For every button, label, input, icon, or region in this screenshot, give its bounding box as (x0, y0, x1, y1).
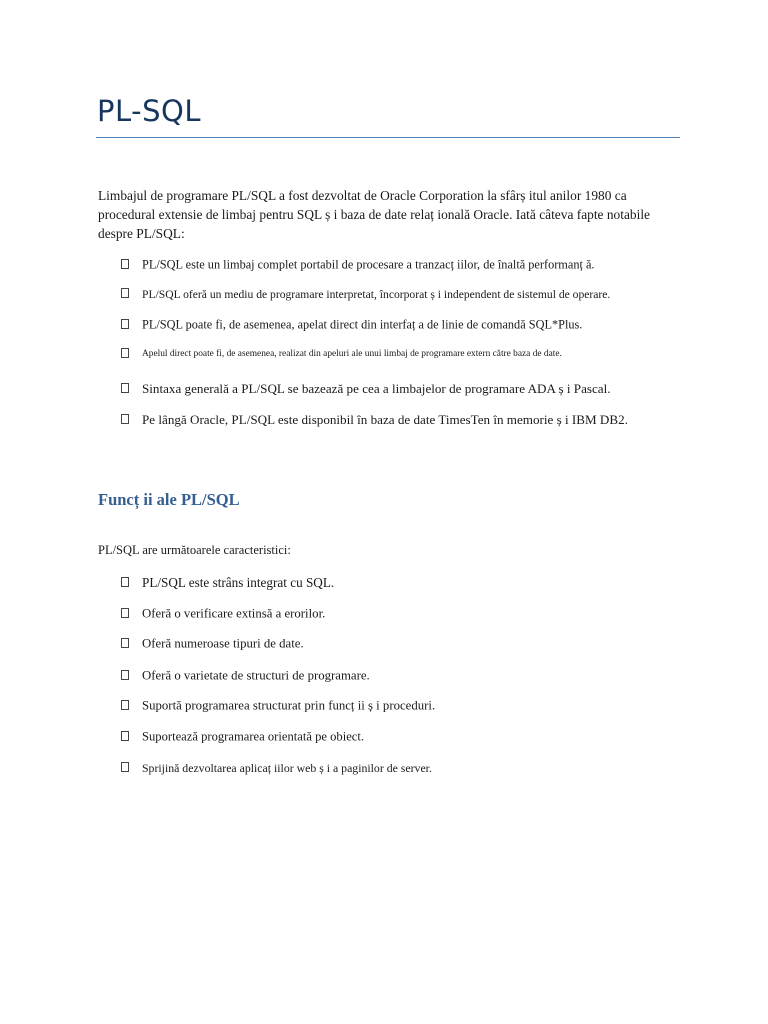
list-item-text: PL/SQL poate fi, de asemenea, apelat direct din interfaț a de linie de comandă SQL*Plus. (142, 317, 583, 332)
list-item-text: Oferă o verificare extinsă a erorilor. (142, 606, 326, 621)
list-item-text: Suportează programarea orientată pe obiect. (142, 729, 365, 744)
list-item (121, 574, 334, 591)
list-item-text: Suportă programarea structurat prin funcț ii ș i proceduri. (142, 698, 436, 713)
list-item-text: Oferă numeroase tipuri de date. (142, 636, 304, 651)
bullet-icon (121, 383, 129, 393)
list-item-text: Apelul direct poate fi, de asemenea, realizat din apeluri ale unui limbaj de programare extern către baza de date. (142, 349, 562, 359)
bullet-icon (121, 288, 129, 298)
list-item (121, 698, 435, 714)
bullet-icon (121, 414, 129, 424)
list-item-text: Pe lângă Oracle, PL/SQL este disponibil în baza de date TimesTen în memorie ș i IBM DB2. (142, 412, 628, 427)
section-heading: Funcț ii ale PL/SQL (98, 490, 240, 509)
list-item-text: PL/SQL oferă un mediu de programare interpretat, încorporat ș i independent de sistemul de operare. (142, 287, 611, 301)
page-title: PL-SQL (97, 94, 201, 128)
bullet-icon (121, 608, 129, 618)
bullet-icon (121, 577, 129, 587)
intro-paragraph: Limbajul de programare PL/SQL a fost dezvoltat de Oracle Corporation la sfârș itul anilor 1980 ca procedural extensie de limbaj pentru SQL ș i baza de date relaț ională Oracle. Iată câteva fapte notabile despre PL/SQL: (98, 188, 650, 241)
bullet-icon (121, 348, 129, 358)
list-item (121, 760, 432, 776)
list-item-text: Oferă o varietate de structuri de programare. (142, 668, 370, 683)
list-item-text: PL/SQL este strâns integrat cu SQL. (142, 574, 335, 590)
bullet-icon (121, 700, 129, 710)
list-item-text: Sprijină dezvoltarea aplicaț iilor web ș i a paginilor de server. (142, 760, 432, 775)
list-item-text: Sintaxa generală a PL/SQL se bazează pe cea a limbajelor de programare ADA ș i Pascal. (142, 381, 611, 396)
list-item (121, 729, 364, 745)
list-item-text: PL/SQL este un limbaj complet portabil de procesare a tranzacț iilor, de înaltă performanț ă. (142, 257, 595, 272)
bullet-icon (121, 731, 129, 741)
list-item (121, 668, 370, 684)
bullet-icon (121, 638, 129, 648)
list-item (121, 380, 611, 397)
bullet-icon (121, 259, 129, 269)
section-intro: PL/SQL are următoarele caracteristici: (98, 543, 291, 557)
bullet-icon (121, 670, 129, 680)
list-item (121, 287, 610, 301)
bullet-icon (121, 319, 129, 329)
list-item (121, 349, 562, 359)
list-item (121, 411, 628, 428)
title-underline (96, 137, 680, 138)
list-item (121, 606, 325, 622)
list-item (121, 257, 595, 273)
list-item (121, 636, 304, 652)
bullet-icon (121, 762, 129, 772)
list-item (121, 317, 582, 333)
